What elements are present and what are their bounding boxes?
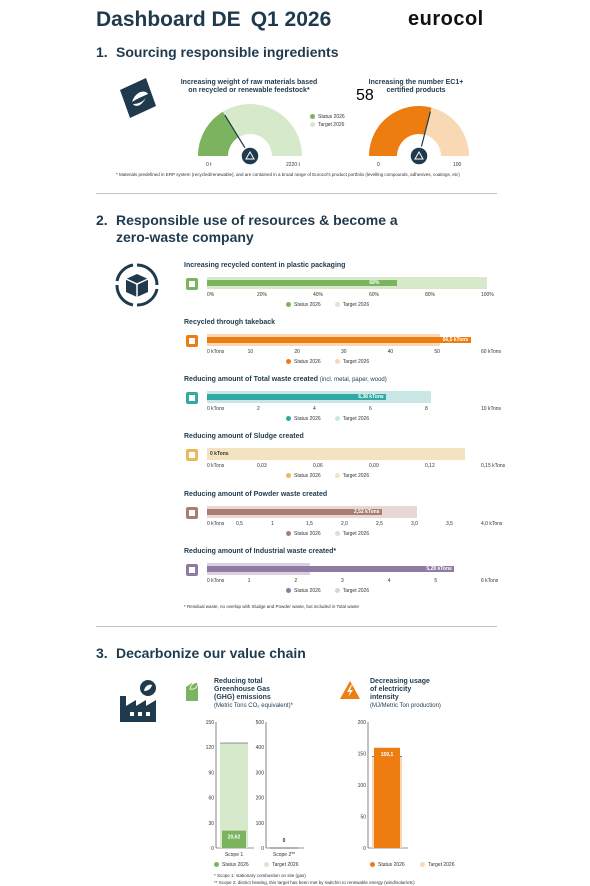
lightning-icon (340, 681, 360, 704)
legend-status (286, 473, 321, 479)
bucket-icon (184, 447, 200, 468)
legend-target: Target 2026 (264, 862, 298, 868)
hbar-tick-label: 2,0 (341, 521, 348, 527)
hbar-tick-label: 2 (257, 406, 260, 412)
y-tick-label: 150 (205, 720, 214, 726)
y-tick-label: 100 (357, 783, 366, 789)
gauge-min-label: 0 t (206, 162, 212, 168)
y-tick-label: 60 (208, 795, 214, 802)
y-tick-label: 50 (360, 814, 366, 821)
hbar-title (184, 376, 387, 384)
y-tick-label: 0 (363, 846, 366, 852)
legend-status: Status 2026 (370, 862, 405, 868)
hbar-tick-label: 0,12 (425, 463, 435, 469)
hbar-tick-label: 20% (257, 292, 268, 298)
hbar-tick-label: 0,06 (313, 463, 323, 469)
hbar-tick-label: 8 (425, 406, 428, 412)
hbar-tick-label: 100% (481, 292, 494, 298)
hbar-legend (286, 359, 383, 365)
legend-target-label: Target 2026 (342, 531, 370, 537)
hbar-legend (286, 416, 383, 422)
hbar-tick-label: 4 (313, 406, 316, 412)
ghg-chart-title: Reducing total Greenhouse Gas (GHG) emissions (Metric Tons CO₂ equivalent)* (214, 678, 293, 709)
legend-status-label: Status 2026 (294, 588, 321, 594)
legend-status (286, 302, 321, 308)
legend-status-label: Status 2026 (294, 416, 321, 422)
y-tick-label: 0 (211, 846, 214, 852)
x-category-label: Scope 2** (272, 852, 296, 858)
hbar-tick-label: 0 kTons (207, 521, 225, 527)
ghg-bar-chart (196, 712, 306, 862)
recycle-icon (241, 147, 259, 165)
hbar-tick-label: 1 (247, 578, 251, 584)
legend-target-label: Target 2026 (342, 588, 370, 594)
y-tick-label: 30 (208, 820, 214, 827)
y-tick-label: 0 (261, 846, 264, 852)
hbar-title-note: (incl. metal, paper, wood) (318, 377, 387, 383)
legend-target (335, 588, 369, 594)
bar-value-label: 0 (282, 838, 286, 844)
gauge-min-label: 0 (377, 162, 380, 168)
y-tick-label: 120 (205, 745, 214, 752)
hbar-value-label: 6,38 kTons (358, 394, 384, 400)
y-tick-label: 200 (357, 720, 366, 726)
hbar-tick-label: 10 kTons (481, 406, 502, 412)
bar-value-label: 159,1 (380, 751, 394, 758)
legend-target (335, 473, 369, 479)
hbar-status (207, 337, 471, 343)
gauge-1-legend (310, 114, 345, 128)
recycle-triangle-icon (184, 276, 200, 297)
hbar-title (184, 433, 304, 441)
barrel-icon (184, 562, 200, 583)
gauge-1-label: Increasing weight of raw materials based on recycled or renewable feedstock* (180, 79, 318, 94)
legend-target (335, 359, 369, 365)
hbar-title-text: Reducing amount of Total waste created (184, 376, 319, 383)
hbar-tick-label: 20 (294, 349, 300, 355)
hbar-tick-label: 3,0 (411, 521, 418, 527)
electricity-bar-chart (350, 712, 430, 862)
hbar-title-text: Reducing amount of Sludge created (184, 433, 304, 440)
hbar-tick-label: 50 (434, 349, 440, 355)
hbar-title-text: Reducing amount of Powder waste created (184, 491, 328, 498)
electricity-chart-title: Decreasing usage of electricity intensity (MJ/Metric Ton production) (370, 678, 441, 709)
hbar-tick-label: 30 (341, 349, 347, 355)
legend-target-label: Target 2026 (342, 473, 370, 479)
leaf-bag-icon (116, 76, 160, 125)
hbar-title (184, 491, 327, 499)
page-title: Dashboard DE Q1 2026 (96, 8, 332, 31)
legend-target (335, 302, 369, 308)
hbar-tick-label: 3 (341, 578, 344, 584)
hbar-tick-label: 3,5 (446, 521, 453, 527)
leaf-icon (410, 147, 428, 165)
bar-status (374, 748, 400, 848)
section-1-footnote: * Materials predefined in ERP system (recycled/renewable), and are contained in a broad range of Eurocol's product portfolio (levelling compounds, adhesives, coatings, etc) (116, 172, 460, 177)
hbar-tick-label: 0 kTons (207, 406, 225, 412)
hbar-tick-label: 40% (313, 292, 324, 298)
y-tick-label: 150 (357, 751, 366, 758)
legend-status (286, 416, 321, 422)
hbar-value-label: 0 kTons (210, 451, 229, 457)
gauge-2-label: Increasing the number EC1+ certified products (368, 79, 464, 94)
gauge-max-label: 2220 t (286, 162, 300, 168)
ghg-legend (214, 862, 313, 868)
hbar-legend (286, 302, 383, 308)
hbar-tick-label: 5 (434, 578, 438, 584)
x-category-label: Scope 1 (224, 852, 244, 858)
section-2-footnote: * Residual waste, no overlap with Sludge and Powder waste, but included in Total waste (184, 604, 360, 609)
hbar-value-label: 56,5 kTons (442, 337, 469, 343)
bin-icon (184, 390, 200, 411)
hbar-value-label: 5,28 kTons (426, 566, 452, 572)
brand-logo: eurocol (408, 8, 484, 30)
y-tick-label: 100 (255, 820, 264, 827)
hbar-target (207, 448, 465, 460)
gauge-max-label: 100 (453, 162, 462, 168)
hbar-title (184, 319, 275, 327)
box-cycle-icon (114, 262, 160, 313)
section-3-heading: 3. Decarbonize our value chain (96, 645, 306, 661)
hbar-tick-label: 1,5 (306, 521, 313, 527)
hbar-tick-label: 2,5 (376, 521, 383, 527)
hbar-tick-label: 0,03 (257, 463, 267, 469)
bar-value-label: 20,62 (227, 834, 241, 841)
hbar-status (207, 566, 454, 572)
hbar-tick-label: 60% (369, 292, 380, 298)
hbar-title (184, 262, 345, 270)
hbar-tick-label: 4,0 kTons (481, 521, 503, 527)
legend-status: Status 2026 (214, 862, 249, 868)
hbar-tick-label: 4 (387, 578, 391, 584)
hbar-tick-label: 0 kTons (207, 463, 225, 469)
hbar-tick-label: 6 (369, 406, 372, 412)
recycle-icon (184, 333, 200, 354)
legend-status: Status 2026 (310, 114, 345, 120)
section-2-heading: 2. Responsible use of resources & become a zero-waste company (96, 212, 398, 245)
y-tick-label: 300 (255, 770, 264, 777)
svg-text:58: 58 (356, 87, 374, 104)
legend-target-label: Target 2026 (342, 302, 370, 308)
legend-status (286, 531, 321, 537)
hbar-tick-label: 60 kTons (481, 349, 502, 355)
divider (96, 193, 497, 194)
legend-target-label: Target 2026 (342, 359, 370, 365)
y-tick-label: 90 (208, 770, 214, 777)
sack-icon (184, 505, 200, 526)
hbar-tick-label: 0 kTons (207, 349, 225, 355)
legend-status-label: Status 2026 (294, 359, 321, 365)
y-tick-label: 400 (255, 745, 264, 752)
legend-target (335, 416, 369, 422)
gauge-1-chart (176, 100, 326, 170)
legend-target: Target 2026 (420, 862, 454, 868)
legend-status (286, 588, 321, 594)
hbar-title-text: Recycled through takeback (184, 319, 276, 326)
legend-target: Target 2026 (310, 122, 345, 128)
hbar-tick-label: 0,15 kTons (481, 463, 506, 469)
hbar-tick-label: 0,5 (236, 521, 243, 527)
legend-target-label: Target 2026 (342, 416, 370, 422)
hbar-tick-label: 1 (271, 521, 274, 527)
gauge-2-chart (356, 87, 486, 170)
section-1-heading: 1. Sourcing responsible ingredients (96, 44, 339, 60)
hbar-legend (286, 473, 383, 479)
hbar-tick-label: 0% (207, 292, 215, 298)
ghg-footnote-1: * Scope 1: stationary combustion on site (gas) (214, 873, 306, 878)
hbar-title-text: Increasing recycled content in plastic packaging (184, 262, 346, 269)
hbar-tick-label: 2 (294, 578, 298, 584)
legend-status-label: Status 2026 (294, 473, 321, 479)
divider (96, 626, 497, 627)
hbar-tick-label: 80% (425, 292, 436, 298)
electricity-legend (370, 862, 469, 868)
legend-status (286, 359, 321, 365)
leaf-gas-icon (184, 679, 200, 706)
hbar-tick-label: 10 (247, 349, 254, 355)
hbar-value-label: 68% (369, 280, 380, 286)
hbar-title-text: Reducing amount of Industrial waste created* (184, 548, 337, 555)
hbar-tick-label: 0 kTons (207, 578, 225, 584)
legend-status-label: Status 2026 (294, 531, 321, 537)
legend-status-label: Status 2026 (294, 302, 321, 308)
y-tick-label: 200 (255, 795, 264, 802)
y-tick-label: 500 (255, 720, 264, 726)
hbar-legend (286, 588, 383, 594)
hbar-tick-label: 6 kTons (481, 578, 499, 584)
hbar-value-label: 2,52 kTons (354, 509, 380, 515)
ghg-footnote-2: ** Scope 2: district heating, this target has been met by switchin to renewable energy (wind/solar/etc) (214, 880, 415, 885)
legend-target (335, 531, 369, 537)
hbar-title (184, 548, 336, 556)
hbar-tick-label: 0,09 (369, 463, 379, 469)
hbar-legend (286, 531, 383, 537)
hbar-tick-label: 40 (387, 349, 394, 355)
factory-leaf-icon (116, 678, 162, 729)
